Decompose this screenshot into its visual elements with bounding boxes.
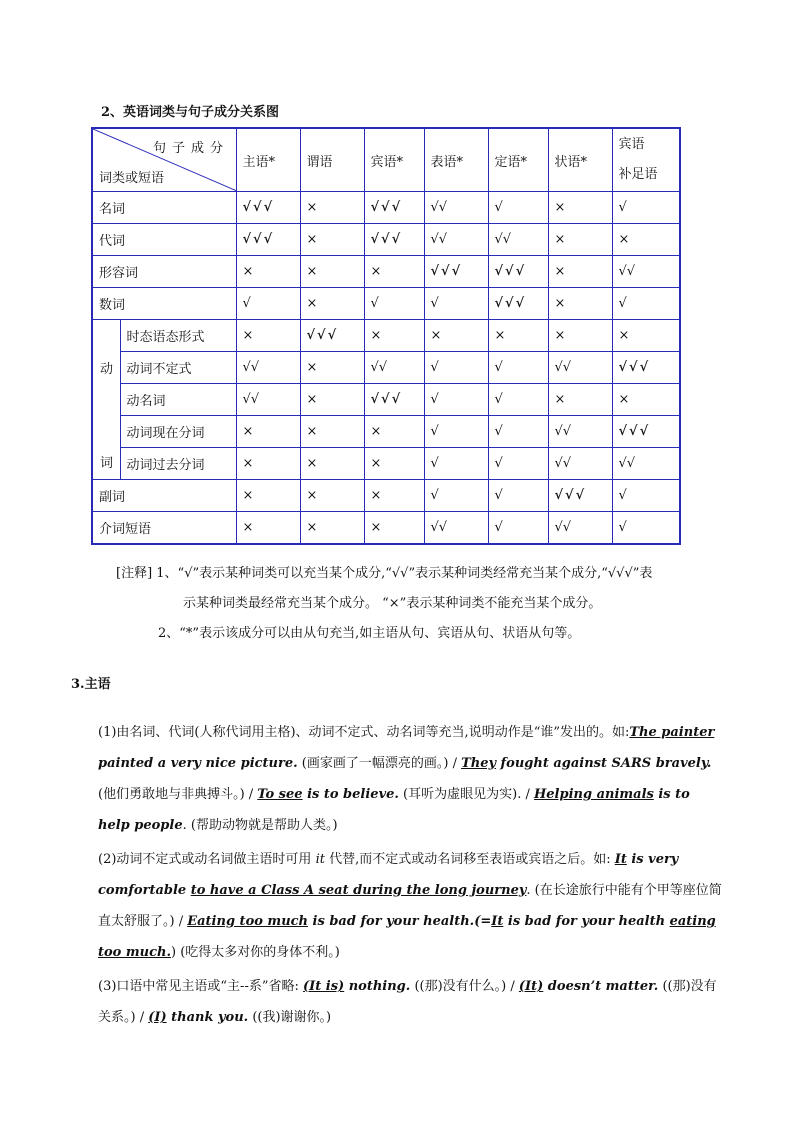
table-cell: √√√ — [300, 320, 364, 352]
table-cell: × — [612, 320, 680, 352]
example-underlined: It — [491, 914, 504, 929]
text: . (在长途旅行中能有个甲等座位简直太舒服了。) / — [98, 883, 722, 929]
row-label: 形容词 — [92, 256, 236, 288]
example: nothing. — [344, 979, 411, 994]
text: (画家画了一幅漂亮的画。) / — [297, 756, 462, 771]
table-cell: √√ — [424, 512, 488, 545]
table-row — [92, 416, 680, 448]
paragraph-1 — [98, 717, 722, 841]
row-label: 数词 — [92, 288, 236, 320]
example: is bad for your health — [503, 914, 670, 929]
table-cell: √√ — [548, 448, 612, 480]
table-cell: √ — [488, 384, 548, 416]
example-underlined: Eating too much — [187, 914, 309, 929]
note-line-2: 示某种词类最经常充当某个成分。 “×”表示某种词类不能充当某个成分。 — [183, 596, 602, 611]
example-underlined: They — [461, 756, 497, 771]
table-cell: × — [300, 288, 364, 320]
example: thank you. — [166, 1010, 249, 1025]
table-cell: √√ — [548, 416, 612, 448]
table-cell: √√√ — [612, 416, 680, 448]
table-cell: √ — [612, 512, 680, 545]
table-cell: × — [364, 416, 424, 448]
table-cell: × — [548, 256, 612, 288]
table-cell: × — [300, 384, 364, 416]
table-cell: √√√ — [612, 352, 680, 384]
table-cell: × — [612, 224, 680, 256]
section-2-title: 2、英语词类与句子成分关系图 — [101, 105, 280, 120]
table-cell: √√ — [424, 224, 488, 256]
col-header: 表语* — [424, 128, 488, 192]
verb-group-label — [92, 320, 120, 480]
table-cell: × — [236, 512, 300, 545]
col-header: 主语* — [236, 128, 300, 192]
verb-group-char-1: 动 — [100, 362, 114, 377]
row-label: 名词 — [92, 192, 236, 224]
table-cell: √ — [612, 480, 680, 512]
col-header-line2: 补足语 — [618, 167, 658, 182]
table-cell: √√√ — [488, 256, 548, 288]
table-cell: √√√ — [364, 224, 424, 256]
text: 代替,而不定式或动名词移至表语或宾语之后。如: — [324, 852, 615, 867]
table-cell: √√ — [548, 352, 612, 384]
example: (= — [474, 914, 492, 929]
col-header-complement — [612, 128, 680, 192]
table-row — [92, 288, 680, 320]
table-cell: × — [236, 320, 300, 352]
table-row — [92, 192, 680, 224]
col-header: 谓语 — [300, 128, 364, 192]
table-row — [92, 512, 680, 545]
table-cell: √ — [424, 288, 488, 320]
paragraph-3 — [98, 971, 722, 1033]
example-underlined: eating too much. — [98, 914, 716, 960]
col-header: 状语* — [548, 128, 612, 192]
table-cell: √ — [488, 192, 548, 224]
example-underlined: (I) — [148, 1010, 167, 1025]
table-cell: × — [364, 448, 424, 480]
example: painted a very nice picture. — [98, 756, 298, 771]
table-cell: × — [300, 192, 364, 224]
example-underlined: (It) — [518, 979, 544, 994]
table-cell: × — [236, 256, 300, 288]
text: ((我)谢谢你。) — [248, 1010, 332, 1025]
table-cell: √ — [424, 416, 488, 448]
row-label: 介词短语 — [92, 512, 236, 545]
table-body — [92, 192, 680, 545]
table-row — [92, 256, 680, 288]
text: (1)由名词、代词(人称代词用主格)、动词不定式、动名词等充当,说明动作是“谁”发出的。如: — [98, 725, 630, 740]
table-cell: √√ — [548, 512, 612, 545]
text: ((那)没有关系。) / — [98, 979, 717, 1025]
table-cell: √ — [488, 352, 548, 384]
table-cell: √ — [236, 288, 300, 320]
table-cell: √√√ — [364, 192, 424, 224]
table-cell: √√ — [612, 256, 680, 288]
example-underlined: to have a Class A seat during the long journey — [190, 883, 527, 898]
table-cell: × — [424, 320, 488, 352]
table-cell: √√ — [364, 352, 424, 384]
text: (3)口语中常见主语或“主--系”省略: — [98, 979, 304, 994]
text: (2)动词不定式或动名词做主语时可用 — [98, 852, 316, 867]
table-cell: × — [300, 480, 364, 512]
note-line-3: 2、“*”表示该成分可以由从句充当,如主语从句、宾语从句、状语从句等。 — [158, 626, 581, 641]
col-header: 定语* — [488, 128, 548, 192]
text: (他们勇敢地与非典搏斗。) / — [98, 787, 258, 802]
example-underlined: Helping animals — [533, 787, 654, 802]
verb-group-char-2: 词 — [100, 456, 114, 471]
table-cell: √ — [488, 448, 548, 480]
table-cell: √ — [612, 288, 680, 320]
row-label: 代词 — [92, 224, 236, 256]
table-cell: × — [300, 512, 364, 545]
col-header: 宾语* — [364, 128, 424, 192]
example: it — [315, 852, 325, 867]
table-cell: √√√ — [548, 480, 612, 512]
table-cell: √ — [424, 448, 488, 480]
table-cell: √√ — [236, 352, 300, 384]
table-cell: × — [236, 480, 300, 512]
table-cell: × — [300, 416, 364, 448]
row-label: 动词过去分词 — [120, 448, 236, 480]
table-cell: √ — [424, 384, 488, 416]
corner-bottom-label: 词类或短语 — [99, 171, 165, 186]
table-cell: × — [548, 224, 612, 256]
example: is to help people — [98, 787, 690, 833]
table-cell: √ — [488, 416, 548, 448]
table-row — [92, 320, 680, 352]
example-underlined: It — [614, 852, 627, 867]
word-class-table — [91, 127, 681, 545]
table-cell: × — [364, 320, 424, 352]
row-label: 动词不定式 — [120, 352, 236, 384]
example: is very comfortable — [98, 852, 679, 898]
table-cell: √ — [488, 480, 548, 512]
table-cell: √√ — [236, 384, 300, 416]
example: is to believe. — [302, 787, 399, 802]
table-cell: × — [300, 256, 364, 288]
table-cell: × — [364, 480, 424, 512]
table-row — [92, 224, 680, 256]
table-cell: × — [548, 384, 612, 416]
table-cell: × — [548, 192, 612, 224]
table-cell: √√√ — [236, 224, 300, 256]
table-cell: √ — [488, 512, 548, 545]
table-header-row — [92, 128, 680, 192]
table-cell: × — [300, 352, 364, 384]
table-cell: √ — [364, 288, 424, 320]
table-cell: × — [300, 448, 364, 480]
table-cell: √ — [424, 480, 488, 512]
example-underlined: The painter — [629, 725, 715, 740]
table-cell: × — [300, 224, 364, 256]
table-cell: √ — [424, 352, 488, 384]
table-cell: × — [236, 416, 300, 448]
table-cell: × — [548, 320, 612, 352]
row-label: 动词现在分词 — [120, 416, 236, 448]
example: doesn’t matter. — [543, 979, 659, 994]
table-cell: × — [364, 512, 424, 545]
table-cell: √√ — [488, 224, 548, 256]
note-line-1: [注释] 1、“√”表示某种词类可以充当某个成分,“√√”表示某种词类经常充当某个成分,“√√√”表 — [116, 566, 653, 581]
section-3-title: 3.主语 — [71, 677, 111, 692]
table-cell: √√√ — [488, 288, 548, 320]
corner-top-label: 句子成分 — [153, 141, 230, 156]
table-cell: √ — [612, 192, 680, 224]
header-corner — [92, 128, 236, 192]
row-label: 时态语态形式 — [120, 320, 236, 352]
col-header-line1: 宾语 — [618, 137, 645, 152]
example-underlined: To see — [257, 787, 303, 802]
example: fought against SARS bravely. — [496, 756, 712, 771]
row-label: 副词 — [92, 480, 236, 512]
example-underlined: (It is) — [303, 979, 345, 994]
table-row — [92, 352, 680, 384]
text: (耳听为虚眼见为实). / — [398, 787, 534, 802]
table-cell: √√√ — [364, 384, 424, 416]
table-cell: × — [488, 320, 548, 352]
table-cell: × — [548, 288, 612, 320]
table-cell: √√√ — [236, 192, 300, 224]
table-cell: √√ — [612, 448, 680, 480]
table-row — [92, 448, 680, 480]
text: . (帮助动物就是帮助人类。) — [182, 818, 338, 833]
table-cell: √√ — [424, 192, 488, 224]
text: ) (吃得太多对你的身体不利。) — [170, 945, 340, 960]
row-label: 动名词 — [120, 384, 236, 416]
table-row — [92, 384, 680, 416]
text: ((那)没有什么。) / — [410, 979, 519, 994]
table-cell: √√√ — [424, 256, 488, 288]
table-row — [92, 480, 680, 512]
table-cell: × — [364, 256, 424, 288]
paragraph-2 — [98, 844, 722, 968]
table-cell: × — [612, 384, 680, 416]
table-cell: × — [236, 448, 300, 480]
example: is bad for your health. — [308, 914, 475, 929]
